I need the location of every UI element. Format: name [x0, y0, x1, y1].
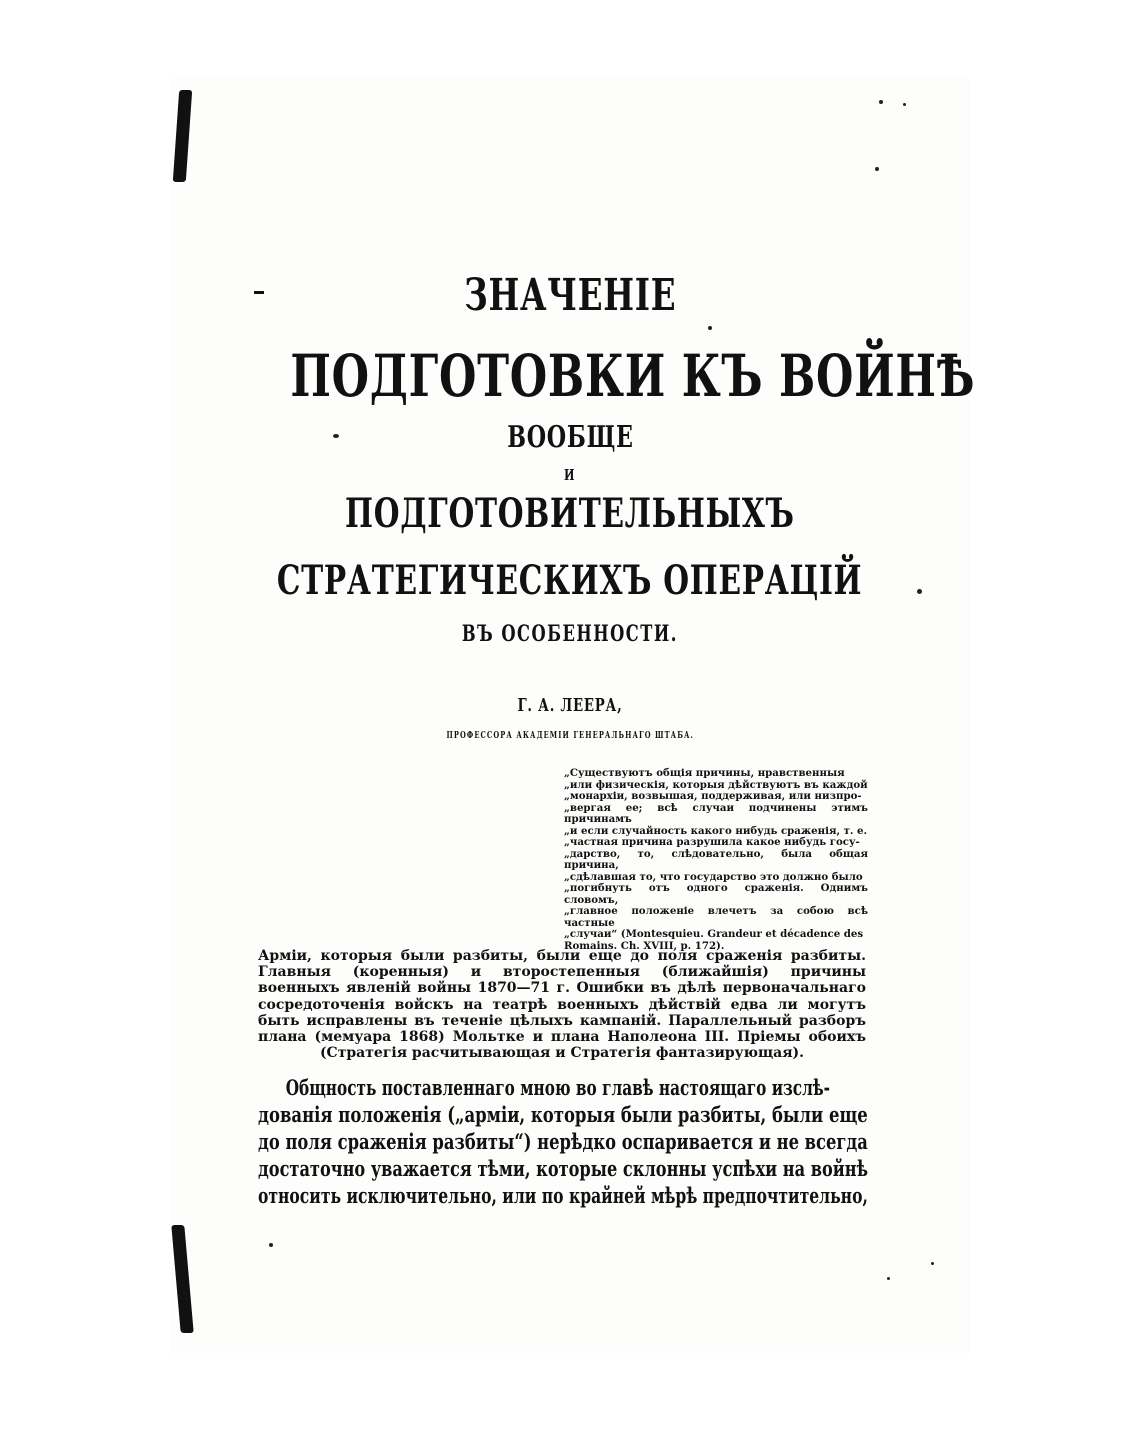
title-line-5: ПОДГОТОВИТЕЛЬНЫХЪ: [345, 490, 795, 537]
body-line: достаточно уважается тѣми, которые склонны успѣхи на войнѣ: [258, 1156, 868, 1181]
speck: [887, 1277, 890, 1280]
author-name: Г. А. ЛЕЕРА,: [517, 695, 623, 716]
speck: [903, 103, 906, 106]
title-line-7: ВЪ ОСОБЕННОСТИ.: [462, 621, 678, 647]
speck: [931, 1262, 934, 1265]
epigraph: „Существуютъ общія причины, нравственныя „или физическія, которыя дѣйствуютъ въ каждой „монархіи, возвышая, поддерживая, или низпро- „вергая ее; всѣ случаи подчинены этимъ причинамъ „и если случайность какого нибудь сраженія, т. е. „частная причина разрушила какое нибудь госу- „дарство, то, слѣдовательно, была общая причина, „сдѣлавшая то, что государство это должно было „погибнуть отъ одного сраженія. Однимъ словомъ, „главное положеніе влечетъ за собою всѣ частные „случаи“ (Montesquieu. Grandeur et décadence des Romains. Ch. XVIII, p. 172).: [564, 767, 868, 952]
body-line: Общность поставленнаго мною во главѣ настоящаго изслѣ-: [285, 1075, 831, 1100]
title-line-4: И: [564, 466, 576, 484]
author-position: ПРОФЕССОРА АКАДЕМІИ ГЕНЕРАЛЬНАГО ШТАБА.: [446, 731, 694, 741]
body-line: относить исключительно, или по крайней мѣрѣ предпочтительно,: [258, 1183, 868, 1208]
speck: [875, 167, 879, 171]
title-line-2: ПОДГОТОВКИ КЪ ВОЙНѢ: [290, 342, 976, 410]
title-line-1: ЗНАЧЕНІЕ: [463, 270, 677, 321]
title-line-3: ВООБЩЕ: [506, 420, 634, 455]
body-line: до поля сраженія разбиты“) нерѣдко оспаривается и не всегда: [258, 1129, 868, 1154]
speck: [269, 1243, 273, 1247]
body-paragraph: [258, 1074, 868, 1209]
chapter-synopsis: Арміи, которыя были разбиты, были еще до поля сраженія разбиты. Главныя (коренныя) и второстепенныя (ближайшія) причины военныхъ явленій войны 1870—71 г. Ошибки въ дѣлѣ первоначальнаго сосредоточенія войскъ на театрѣ военныхъ дѣйствій едва ли могутъ быть исправлены въ теченіе цѣлыхъ кампаній. Параллельный разборъ плана (мемуара 1868) Мольтке и плана Наполеона III. Пріемы обоихъ (Стратегія расчитывающая и Стратегія фантазирующая).: [258, 948, 866, 1062]
title-line-6: СТРАТЕГИЧЕСКИХЪ ОПЕРАЦІЙ: [277, 557, 863, 604]
speck: [708, 326, 712, 330]
speck: [879, 100, 883, 104]
body-line: дованія положенія („арміи, которыя были разбиты, были еще: [258, 1102, 868, 1127]
